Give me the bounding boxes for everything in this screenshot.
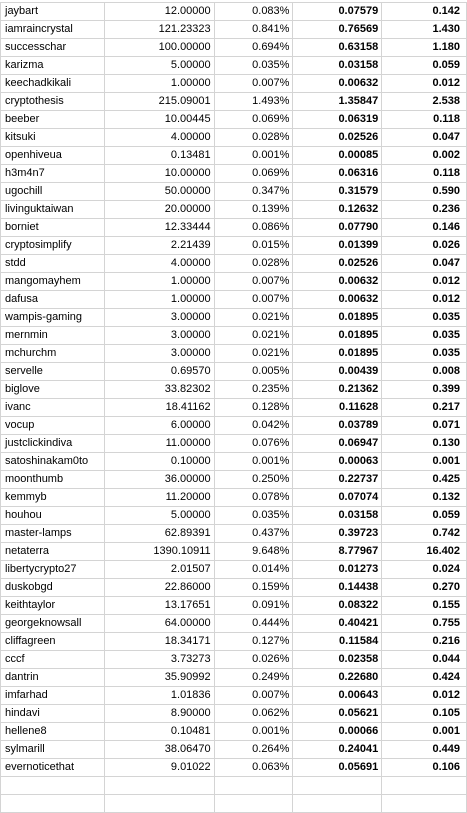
table-row — [1, 669, 467, 687]
share-cell[interactable]: 0.02526 — [293, 129, 382, 147]
share-cell[interactable]: 1.35847 — [293, 93, 382, 111]
share-cell[interactable]: 0.02526 — [293, 255, 382, 273]
share-cell[interactable]: 0.05691 — [293, 759, 382, 777]
percent-cell[interactable]: 0.021% — [214, 327, 293, 345]
percent-cell[interactable]: 0.128% — [214, 399, 293, 417]
share-cell[interactable]: 0.01399 — [293, 237, 382, 255]
table-row — [1, 39, 467, 57]
account-cell[interactable]: beeber — [1, 111, 105, 129]
value-cell[interactable]: 0.118 — [382, 111, 467, 129]
share-cell[interactable]: 0.07579 — [293, 3, 382, 21]
amount-cell[interactable]: 18.34171 — [104, 633, 214, 651]
share-cell[interactable]: 0.02358 — [293, 651, 382, 669]
value-cell[interactable]: 0.755 — [382, 615, 467, 633]
value-cell[interactable]: 1.430 — [382, 21, 467, 39]
account-cell[interactable]: wampis-gaming — [1, 309, 105, 327]
value-cell[interactable]: 0.105 — [382, 705, 467, 723]
amount-cell[interactable]: 12.00000 — [104, 3, 214, 21]
share-cell[interactable]: 0.63158 — [293, 39, 382, 57]
value-cell[interactable]: 0.035 — [382, 327, 467, 345]
amount-cell[interactable]: 1.00000 — [104, 291, 214, 309]
amount-cell[interactable]: 22.86000 — [104, 579, 214, 597]
share-cell[interactable]: 0.40421 — [293, 615, 382, 633]
account-cell[interactable]: openhiveua — [1, 147, 105, 165]
account-cell[interactable]: cliffagreen — [1, 633, 105, 651]
share-cell[interactable]: 0.39723 — [293, 525, 382, 543]
value-cell[interactable]: 0.001 — [382, 453, 467, 471]
amount-cell[interactable]: 62.89391 — [104, 525, 214, 543]
amount-cell[interactable]: 35.90992 — [104, 669, 214, 687]
share-cell[interactable]: 0.31579 — [293, 183, 382, 201]
table-row — [1, 183, 467, 201]
percent-cell[interactable]: 0.001% — [214, 723, 293, 741]
table-row — [1, 525, 467, 543]
value-cell[interactable]: 0.270 — [382, 579, 467, 597]
amount-cell[interactable]: 1.00000 — [104, 273, 214, 291]
account-cell[interactable]: h3m4n7 — [1, 165, 105, 183]
account-cell[interactable]: karizma — [1, 57, 105, 75]
table-row — [1, 543, 467, 561]
account-cell[interactable]: borniet — [1, 219, 105, 237]
percent-cell[interactable]: 0.021% — [214, 309, 293, 327]
amount-cell[interactable]: 3.00000 — [104, 309, 214, 327]
value-cell[interactable]: 0.008 — [382, 363, 467, 381]
table-row — [1, 633, 467, 651]
share-cell[interactable]: 0.03158 — [293, 57, 382, 75]
amount-cell[interactable]: 4.00000 — [104, 129, 214, 147]
amount-cell[interactable]: 50.00000 — [104, 183, 214, 201]
account-cell[interactable]: mangomayhem — [1, 273, 105, 291]
percent-cell[interactable]: 0.001% — [214, 453, 293, 471]
value-cell[interactable]: 2.538 — [382, 93, 467, 111]
share-cell[interactable]: 0.11628 — [293, 399, 382, 417]
percent-cell[interactable] — [214, 777, 293, 795]
share-cell[interactable]: 0.00643 — [293, 687, 382, 705]
share-cell[interactable]: 0.22680 — [293, 669, 382, 687]
value-cell[interactable]: 0.399 — [382, 381, 467, 399]
value-cell[interactable]: 0.424 — [382, 669, 467, 687]
share-cell[interactable]: 0.03158 — [293, 507, 382, 525]
amount-cell[interactable]: 64.00000 — [104, 615, 214, 633]
amount-cell[interactable]: 2.21439 — [104, 237, 214, 255]
share-cell[interactable]: 0.01895 — [293, 327, 382, 345]
table-row — [1, 381, 467, 399]
table-row — [1, 417, 467, 435]
value-cell[interactable]: 0.130 — [382, 435, 467, 453]
account-cell[interactable]: cccf — [1, 651, 105, 669]
amount-cell[interactable]: 36.00000 — [104, 471, 214, 489]
table-row — [1, 57, 467, 75]
value-cell[interactable]: 0.146 — [382, 219, 467, 237]
amount-cell[interactable]: 3.00000 — [104, 345, 214, 363]
share-cell[interactable]: 0.00632 — [293, 291, 382, 309]
value-cell[interactable]: 0.118 — [382, 165, 467, 183]
percent-cell[interactable]: 0.028% — [214, 129, 293, 147]
amount-cell[interactable]: 8.90000 — [104, 705, 214, 723]
percent-cell[interactable]: 0.264% — [214, 741, 293, 759]
table-row — [1, 201, 467, 219]
account-cell[interactable]: libertycrypto27 — [1, 561, 105, 579]
table-row — [1, 309, 467, 327]
account-cell[interactable] — [1, 777, 105, 795]
share-cell[interactable]: 0.00063 — [293, 453, 382, 471]
percent-cell[interactable]: 0.042% — [214, 417, 293, 435]
value-cell[interactable]: 0.047 — [382, 129, 467, 147]
value-cell[interactable]: 0.590 — [382, 183, 467, 201]
table-row — [1, 3, 467, 21]
value-cell[interactable]: 0.012 — [382, 687, 467, 705]
account-cell[interactable]: hindavi — [1, 705, 105, 723]
share-cell[interactable]: 0.05621 — [293, 705, 382, 723]
account-cell[interactable]: jaybart — [1, 3, 105, 21]
account-cell[interactable]: duskobgd — [1, 579, 105, 597]
percent-cell[interactable]: 0.007% — [214, 273, 293, 291]
amount-cell[interactable]: 18.41162 — [104, 399, 214, 417]
share-cell[interactable] — [293, 795, 382, 813]
share-cell[interactable]: 0.00066 — [293, 723, 382, 741]
value-cell[interactable]: 0.236 — [382, 201, 467, 219]
value-cell[interactable]: 0.035 — [382, 309, 467, 327]
account-cell[interactable]: dantrin — [1, 669, 105, 687]
account-cell[interactable]: cryptosimplify — [1, 237, 105, 255]
value-cell[interactable]: 0.012 — [382, 291, 467, 309]
table-row — [1, 93, 467, 111]
percent-cell[interactable]: 0.063% — [214, 759, 293, 777]
account-cell[interactable]: cryptothesis — [1, 93, 105, 111]
share-cell[interactable]: 0.07074 — [293, 489, 382, 507]
value-cell[interactable]: 0.216 — [382, 633, 467, 651]
amount-cell[interactable]: 38.06470 — [104, 741, 214, 759]
percent-cell[interactable]: 0.841% — [214, 21, 293, 39]
amount-cell[interactable]: 121.23323 — [104, 21, 214, 39]
value-cell[interactable]: 0.012 — [382, 273, 467, 291]
account-cell[interactable]: livinguktaiwan — [1, 201, 105, 219]
percent-cell[interactable]: 0.083% — [214, 3, 293, 21]
account-cell[interactable]: dafusa — [1, 291, 105, 309]
share-cell[interactable]: 0.76569 — [293, 21, 382, 39]
percent-cell[interactable]: 0.437% — [214, 525, 293, 543]
percent-cell[interactable]: 0.007% — [214, 75, 293, 93]
percent-cell[interactable]: 0.028% — [214, 255, 293, 273]
percent-cell[interactable]: 0.069% — [214, 165, 293, 183]
value-cell[interactable]: 1.180 — [382, 39, 467, 57]
share-cell[interactable]: 0.00439 — [293, 363, 382, 381]
value-cell[interactable]: 0.024 — [382, 561, 467, 579]
account-cell[interactable]: georgeknowsall — [1, 615, 105, 633]
value-cell[interactable]: 0.425 — [382, 471, 467, 489]
value-cell[interactable]: 16.402 — [382, 543, 467, 561]
percent-cell[interactable]: 0.139% — [214, 201, 293, 219]
table-row — [1, 291, 467, 309]
account-cell[interactable]: mernmin — [1, 327, 105, 345]
amount-cell[interactable]: 13.17651 — [104, 597, 214, 615]
account-cell[interactable]: satoshinakam0to — [1, 453, 105, 471]
table-row — [1, 345, 467, 363]
table-row — [1, 165, 467, 183]
table-row — [1, 453, 467, 471]
account-cell[interactable]: ugochill — [1, 183, 105, 201]
percent-cell[interactable]: 0.015% — [214, 237, 293, 255]
account-cell[interactable]: hellene8 — [1, 723, 105, 741]
amount-cell[interactable]: 10.00000 — [104, 165, 214, 183]
account-cell[interactable]: sylmarill — [1, 741, 105, 759]
table-row — [1, 651, 467, 669]
amount-cell[interactable]: 215.09001 — [104, 93, 214, 111]
account-cell[interactable]: vocup — [1, 417, 105, 435]
percent-cell[interactable]: 0.001% — [214, 147, 293, 165]
amount-cell[interactable] — [104, 777, 214, 795]
table-row — [1, 219, 467, 237]
table-row — [1, 741, 467, 759]
account-cell[interactable]: stdd — [1, 255, 105, 273]
account-cell[interactable]: successchar — [1, 39, 105, 57]
share-cell[interactable]: 0.14438 — [293, 579, 382, 597]
percent-cell[interactable]: 0.069% — [214, 111, 293, 129]
share-cell[interactable]: 0.07790 — [293, 219, 382, 237]
percent-cell[interactable]: 0.007% — [214, 291, 293, 309]
table-row — [1, 777, 467, 795]
share-cell[interactable]: 0.06319 — [293, 111, 382, 129]
account-cell[interactable]: servelle — [1, 363, 105, 381]
percent-cell[interactable]: 0.078% — [214, 489, 293, 507]
value-cell[interactable]: 0.044 — [382, 651, 467, 669]
share-cell[interactable]: 0.03789 — [293, 417, 382, 435]
table-row — [1, 471, 467, 489]
share-cell[interactable]: 0.12632 — [293, 201, 382, 219]
amount-cell[interactable]: 100.00000 — [104, 39, 214, 57]
amount-cell[interactable]: 1.00000 — [104, 75, 214, 93]
amount-cell[interactable]: 0.10000 — [104, 453, 214, 471]
amount-cell[interactable]: 4.00000 — [104, 255, 214, 273]
amount-cell[interactable]: 9.01022 — [104, 759, 214, 777]
value-cell[interactable]: 0.047 — [382, 255, 467, 273]
table-row — [1, 489, 467, 507]
amount-cell[interactable]: 6.00000 — [104, 417, 214, 435]
account-cell[interactable]: kemmyb — [1, 489, 105, 507]
account-cell[interactable]: ivanc — [1, 399, 105, 417]
table-row — [1, 507, 467, 525]
table-row — [1, 399, 467, 417]
account-cell[interactable]: justclickindiva — [1, 435, 105, 453]
percent-cell[interactable]: 9.648% — [214, 543, 293, 561]
table-row — [1, 237, 467, 255]
percent-cell[interactable]: 0.005% — [214, 363, 293, 381]
table-row — [1, 759, 467, 777]
account-cell[interactable]: keechadkikali — [1, 75, 105, 93]
share-cell[interactable]: 0.06947 — [293, 435, 382, 453]
value-cell[interactable]: 0.155 — [382, 597, 467, 615]
amount-cell[interactable]: 10.00445 — [104, 111, 214, 129]
value-cell[interactable]: 0.217 — [382, 399, 467, 417]
table-row — [1, 147, 467, 165]
account-cell[interactable]: kitsuki — [1, 129, 105, 147]
amount-cell[interactable]: 33.82302 — [104, 381, 214, 399]
percent-cell[interactable]: 0.086% — [214, 219, 293, 237]
account-cell[interactable]: netaterra — [1, 543, 105, 561]
percent-cell[interactable]: 0.035% — [214, 57, 293, 75]
spreadsheet-table — [0, 2, 467, 813]
value-cell[interactable]: 0.106 — [382, 759, 467, 777]
amount-cell[interactable]: 0.13481 — [104, 147, 214, 165]
value-cell[interactable]: 0.142 — [382, 3, 467, 21]
table-row — [1, 561, 467, 579]
account-cell[interactable]: iamraincrystal — [1, 21, 105, 39]
value-cell[interactable] — [382, 795, 467, 813]
share-cell[interactable]: 8.77967 — [293, 543, 382, 561]
table-row — [1, 705, 467, 723]
value-cell[interactable]: 0.002 — [382, 147, 467, 165]
table-row — [1, 795, 467, 813]
percent-cell[interactable]: 0.444% — [214, 615, 293, 633]
amount-cell[interactable]: 2.01507 — [104, 561, 214, 579]
percent-cell[interactable]: 0.235% — [214, 381, 293, 399]
share-cell[interactable]: 0.01273 — [293, 561, 382, 579]
table-row — [1, 435, 467, 453]
value-cell[interactable]: 0.035 — [382, 345, 467, 363]
amount-cell[interactable]: 11.00000 — [104, 435, 214, 453]
value-cell[interactable] — [382, 777, 467, 795]
account-cell[interactable] — [1, 795, 105, 813]
percent-cell[interactable]: 0.026% — [214, 651, 293, 669]
amount-cell[interactable]: 11.20000 — [104, 489, 214, 507]
percent-cell[interactable]: 0.347% — [214, 183, 293, 201]
share-cell[interactable]: 0.00632 — [293, 75, 382, 93]
amount-cell[interactable] — [104, 795, 214, 813]
percent-cell[interactable]: 0.091% — [214, 597, 293, 615]
share-cell[interactable]: 0.01895 — [293, 345, 382, 363]
account-cell[interactable]: evernoticethat — [1, 759, 105, 777]
account-cell[interactable]: biglove — [1, 381, 105, 399]
amount-cell[interactable]: 5.00000 — [104, 507, 214, 525]
percent-cell[interactable]: 0.250% — [214, 471, 293, 489]
amount-cell[interactable]: 0.69570 — [104, 363, 214, 381]
value-cell[interactable]: 0.071 — [382, 417, 467, 435]
amount-cell[interactable]: 0.10481 — [104, 723, 214, 741]
share-cell[interactable]: 0.01895 — [293, 309, 382, 327]
amount-cell[interactable]: 3.73273 — [104, 651, 214, 669]
account-cell[interactable]: keithtaylor — [1, 597, 105, 615]
table-row — [1, 75, 467, 93]
amount-cell[interactable]: 3.00000 — [104, 327, 214, 345]
value-cell[interactable]: 0.001 — [382, 723, 467, 741]
percent-cell[interactable]: 0.076% — [214, 435, 293, 453]
share-cell[interactable]: 0.11584 — [293, 633, 382, 651]
share-cell[interactable]: 0.24041 — [293, 741, 382, 759]
amount-cell[interactable]: 1390.10911 — [104, 543, 214, 561]
share-cell[interactable]: 0.21362 — [293, 381, 382, 399]
value-cell[interactable]: 0.449 — [382, 741, 467, 759]
spreadsheet-body — [1, 3, 467, 813]
share-cell[interactable] — [293, 777, 382, 795]
percent-cell[interactable]: 1.493% — [214, 93, 293, 111]
value-cell[interactable]: 0.059 — [382, 57, 467, 75]
table-row — [1, 687, 467, 705]
account-cell[interactable]: moonthumb — [1, 471, 105, 489]
table-row — [1, 363, 467, 381]
percent-cell[interactable] — [214, 795, 293, 813]
share-cell[interactable]: 0.22737 — [293, 471, 382, 489]
value-cell[interactable]: 0.012 — [382, 75, 467, 93]
share-cell[interactable]: 0.08322 — [293, 597, 382, 615]
table-row — [1, 327, 467, 345]
value-cell[interactable]: 0.026 — [382, 237, 467, 255]
share-cell[interactable]: 0.00085 — [293, 147, 382, 165]
table-row — [1, 111, 467, 129]
account-cell[interactable]: mchurchm — [1, 345, 105, 363]
table-row — [1, 255, 467, 273]
table-row — [1, 723, 467, 741]
table-row — [1, 579, 467, 597]
value-cell[interactable]: 0.059 — [382, 507, 467, 525]
percent-cell[interactable]: 0.035% — [214, 507, 293, 525]
share-cell[interactable]: 0.06316 — [293, 165, 382, 183]
amount-cell[interactable]: 12.33444 — [104, 219, 214, 237]
value-cell[interactable]: 0.132 — [382, 489, 467, 507]
percent-cell[interactable]: 0.159% — [214, 579, 293, 597]
table-row — [1, 129, 467, 147]
percent-cell[interactable]: 0.694% — [214, 39, 293, 57]
table-row — [1, 597, 467, 615]
amount-cell[interactable]: 20.00000 — [104, 201, 214, 219]
share-cell[interactable]: 0.00632 — [293, 273, 382, 291]
table-row — [1, 273, 467, 291]
account-cell[interactable]: houhou — [1, 507, 105, 525]
percent-cell[interactable]: 0.127% — [214, 633, 293, 651]
value-cell[interactable]: 0.742 — [382, 525, 467, 543]
percent-cell[interactable]: 0.007% — [214, 687, 293, 705]
account-cell[interactable]: imfarhad — [1, 687, 105, 705]
table-row — [1, 615, 467, 633]
percent-cell[interactable]: 0.062% — [214, 705, 293, 723]
amount-cell[interactable]: 5.00000 — [104, 57, 214, 75]
account-cell[interactable]: master-lamps — [1, 525, 105, 543]
amount-cell[interactable]: 1.01836 — [104, 687, 214, 705]
percent-cell[interactable]: 0.021% — [214, 345, 293, 363]
table-row — [1, 21, 467, 39]
percent-cell[interactable]: 0.014% — [214, 561, 293, 579]
percent-cell[interactable]: 0.249% — [214, 669, 293, 687]
